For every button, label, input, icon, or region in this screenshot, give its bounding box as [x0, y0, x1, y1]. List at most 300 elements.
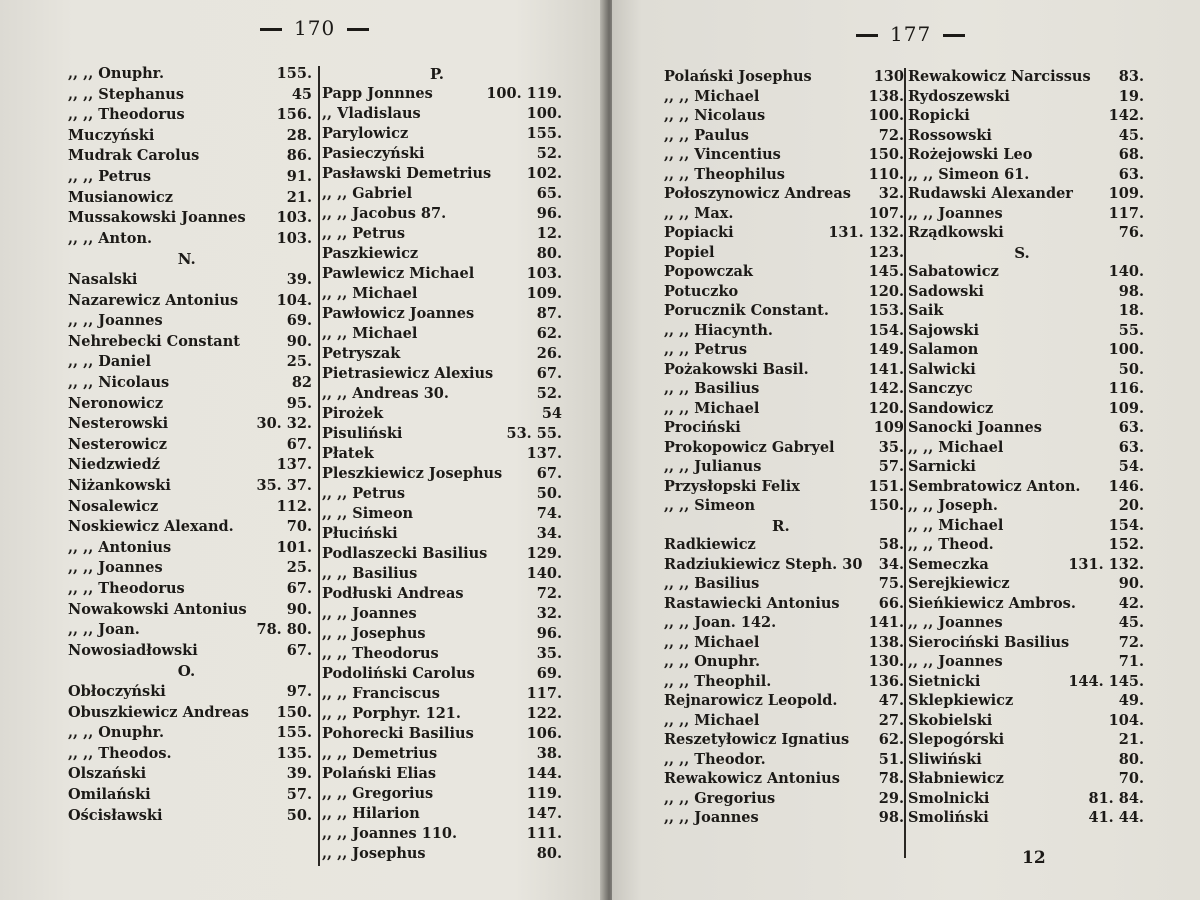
entry-name: ,, ,, Josephus: [322, 845, 426, 862]
index-entry: [322, 724, 562, 743]
index-entry: [68, 785, 312, 804]
entry-page-ref: 155.: [276, 724, 312, 742]
entry-name: Paszkiewicz: [322, 245, 419, 262]
index-entry: [664, 126, 904, 145]
index-entry: [664, 555, 904, 574]
index-entry: [322, 264, 562, 283]
index-entry: [908, 360, 1144, 379]
entry-name: Potuczko: [664, 282, 739, 300]
index-entry: [322, 784, 562, 803]
index-entry: [68, 641, 312, 660]
entry-name: ,, ,, Joannes: [908, 204, 1003, 222]
entry-name: Rewakowicz Narcissus: [908, 68, 1091, 85]
entry-name: ,, ,, Joannes: [664, 809, 759, 826]
entry-page-ref: 71.: [1118, 653, 1144, 670]
index-entry: [908, 555, 1144, 574]
entry-name: Płuciński: [322, 525, 398, 542]
index-entry: [68, 744, 312, 763]
entry-page-ref: 154.: [1108, 516, 1144, 534]
entry-name: ,, ,, Gabriel: [322, 185, 413, 202]
index-entry: [908, 516, 1144, 535]
entry-name: Sierociński Basilius: [908, 633, 1070, 651]
entry-page-ref: 51.: [878, 750, 904, 768]
entry-page-ref: 150.: [868, 146, 904, 163]
index-entry: [68, 558, 312, 577]
entry-page-ref: 57.: [286, 786, 312, 803]
entry-name: Sabatowicz: [908, 263, 999, 280]
index-entry: [68, 455, 312, 474]
index-entry: [908, 87, 1144, 106]
index-entry: [908, 613, 1144, 632]
entry-name: ,, ,, Onuphr.: [68, 65, 165, 82]
entry-page-ref: 109.: [1108, 399, 1144, 417]
entry-page-ref: 156.: [276, 106, 312, 124]
entry-name: Neronowicz: [68, 394, 164, 412]
index-entry: [68, 167, 312, 186]
entry-page-ref: 25.: [286, 559, 312, 577]
entry-name: Smolnicki: [908, 789, 990, 807]
entry-page-ref: 35.: [536, 645, 562, 662]
index-entry: [908, 204, 1144, 223]
index-entry: [664, 750, 904, 769]
index-entry: [68, 620, 312, 639]
index-entry: [664, 360, 904, 379]
index-entry: [322, 364, 562, 383]
entry-name: Nowakowski Antonius: [68, 600, 247, 618]
entry-name: ,, ,, Vincentius: [664, 146, 781, 163]
entry-name: Olszański: [68, 765, 147, 783]
index-entry: [908, 750, 1144, 769]
index-entry: [322, 824, 562, 843]
entry-page-ref: 58.: [878, 536, 904, 553]
index-entry: [322, 344, 562, 363]
index-entry: [322, 764, 562, 783]
entry-name: Podoliński Carolus: [322, 665, 475, 682]
entry-page-ref: 34.: [536, 525, 562, 542]
entry-page-ref: 103.: [526, 265, 562, 282]
entry-name: ,, ,, Gregorius: [664, 789, 776, 807]
index-entry: [908, 418, 1144, 437]
entry-page-ref: 154.: [868, 321, 904, 339]
index-entry: [322, 544, 562, 563]
entry-name: Slepogórski: [908, 731, 1005, 748]
entry-page-ref: 55.: [1118, 321, 1144, 339]
entry-name: Mussakowski Joannes: [68, 209, 246, 227]
entry-page-ref: 81. 84.: [1088, 789, 1144, 807]
section-heading: S.: [1014, 243, 1030, 262]
entry-name: Nowosiadłowski: [68, 641, 198, 659]
entry-page-ref: 136.: [868, 672, 904, 690]
entry-page-ref: 68.: [1118, 146, 1144, 163]
entry-name: Rożejowski Leo: [908, 146, 1033, 163]
index-entry: [68, 579, 312, 598]
entry-page-ref: 109: [873, 419, 904, 436]
entry-name: Semeczka: [908, 555, 989, 573]
index-entry: [68, 188, 312, 207]
index-entry: [664, 399, 904, 418]
entry-page-ref: 29.: [878, 789, 904, 807]
entry-page-ref: 137.: [276, 456, 312, 474]
entry-name: ,, ,, Joan.: [68, 621, 140, 639]
entry-name: Nasalski: [68, 271, 138, 288]
entry-name: ,, ,, Joannes: [908, 614, 1003, 631]
entry-page-ref: 42.: [1118, 594, 1144, 612]
entry-page-ref: 111.: [526, 825, 562, 842]
index-entry: [908, 594, 1144, 613]
entry-name: ,, ,, Petrus: [68, 168, 152, 185]
index-entry: [322, 604, 562, 623]
entry-name: Niedzwiedź: [68, 456, 160, 474]
index-entry: [322, 324, 562, 343]
entry-name: Petryszak: [322, 345, 401, 362]
index-entry: [664, 204, 904, 223]
index-entry: [322, 304, 562, 323]
index-entry: [322, 144, 562, 163]
entry-page-ref: 104.: [276, 291, 312, 309]
entry-name: Popowczak: [664, 263, 753, 280]
entry-name: ,, ,, Joannes 110.: [322, 825, 458, 842]
entry-name: Nazarewicz Antonius: [68, 291, 239, 309]
entry-page-ref: 100.: [526, 105, 562, 122]
index-entry: [664, 808, 904, 827]
index-entry: [908, 574, 1144, 593]
index-entry: [68, 146, 312, 165]
index-entry: [664, 282, 904, 301]
entry-page-ref: 30. 32.: [256, 415, 312, 433]
entry-name: ,, ,, Theophilus: [664, 165, 785, 183]
index-entry: [664, 594, 904, 613]
entry-name: Salamon: [908, 341, 979, 358]
entry-name: Połoszynowicz Andreas: [664, 185, 851, 202]
entry-name: ,, ,, Michael: [322, 325, 418, 342]
entry-name: ,, ,, Nicolaus: [664, 107, 766, 124]
entry-name: ,, ,, Josephus: [322, 625, 426, 642]
index-entry: [322, 404, 562, 423]
entry-page-ref: 150.: [276, 703, 312, 721]
index-entry: [664, 340, 904, 359]
entry-page-ref: 20.: [1118, 497, 1144, 514]
entry-name: Sieńkiewicz Ambros.: [908, 594, 1076, 612]
entry-page-ref: 147.: [526, 805, 562, 822]
entry-page-ref: 87.: [536, 305, 562, 322]
entry-page-ref: 39.: [286, 271, 312, 288]
entry-name: ,, ,, Michael: [664, 633, 760, 651]
entry-name: ,, ,, Antonius: [68, 538, 172, 556]
entry-page-ref: 155.: [276, 65, 312, 82]
entry-page-ref: 100.: [868, 107, 904, 124]
entry-page-ref: 47.: [878, 692, 904, 709]
entry-page-ref: 21.: [286, 188, 312, 206]
index-entry: [664, 67, 904, 86]
index-entry: [664, 243, 904, 262]
entry-name: ,, ,, Theodorus: [322, 645, 439, 662]
entry-name: Nesterowski: [68, 415, 169, 433]
index-entry: [322, 204, 562, 223]
right-column-1: [664, 67, 904, 867]
index-entry: [68, 291, 312, 310]
entry-name: Ościsławski: [68, 806, 163, 824]
index-entry: [322, 744, 562, 763]
index-entry: [908, 379, 1144, 398]
index-entry: [664, 379, 904, 398]
entry-name: ,, ,, Franciscus: [322, 685, 440, 702]
index-entry: [664, 574, 904, 593]
entry-page-ref: 35. 37.: [256, 477, 312, 494]
entry-name: ,, ,, Petrus: [664, 341, 748, 358]
index-entry: [664, 652, 904, 671]
index-entry: [908, 789, 1144, 808]
entry-name: ,, ,, Theophil.: [664, 672, 772, 690]
entry-page-ref: 91.: [286, 168, 312, 185]
entry-name: ,, ,, Michael: [908, 516, 1004, 534]
index-entry: [664, 184, 904, 203]
entry-name: Noskiewicz Alexand.: [68, 518, 234, 536]
index-entry: [664, 262, 904, 281]
entry-page-ref: 151.: [868, 477, 904, 495]
entry-name: ,, ,, Nicolaus: [68, 374, 170, 391]
entry-name: ,, ,, Petrus: [322, 485, 406, 502]
entry-name: ,, ,, Simeon 61.: [908, 165, 1030, 183]
entry-page-ref: 120.: [868, 282, 904, 300]
entry-page-ref: 32.: [536, 605, 562, 622]
index-entry: [68, 229, 312, 248]
entry-name: ,, ,, Michael: [664, 399, 760, 417]
entry-page-ref: 137.: [526, 445, 562, 462]
entry-page-ref: 130.: [868, 653, 904, 670]
entry-page-ref: 63.: [1118, 438, 1144, 456]
index-entry: [68, 517, 312, 536]
entry-page-ref: 38.: [536, 745, 562, 762]
entry-page-ref: 67.: [536, 465, 562, 482]
entry-page-ref: 100. 119.: [486, 85, 562, 102]
index-entry: [322, 224, 562, 243]
entry-page-ref: 80.: [536, 845, 562, 862]
entry-name: Słabniewicz: [908, 770, 1004, 787]
entry-name: Sklepkiewicz: [908, 692, 1014, 709]
index-entry: [664, 535, 904, 554]
entry-name: Popiel: [664, 243, 715, 261]
right-column-2: [908, 67, 1144, 867]
index-entry: [908, 652, 1144, 671]
entry-name: ,, ,, Joan. 142.: [664, 614, 777, 631]
index-entry: [322, 184, 562, 203]
entry-name: Rossowski: [908, 126, 992, 144]
index-entry: [908, 223, 1144, 242]
entry-name: Rudawski Alexander: [908, 185, 1073, 202]
entry-name: Ropicki: [908, 107, 970, 124]
entry-page-ref: 49.: [1118, 692, 1144, 709]
entry-page-ref: 107.: [868, 204, 904, 222]
entry-page-ref: 101.: [276, 538, 312, 556]
entry-page-ref: 78.: [878, 770, 904, 787]
index-entry: [322, 704, 562, 723]
left-column-1: [68, 64, 312, 874]
entry-name: Sanczyc: [908, 380, 973, 397]
index-entry: [68, 435, 312, 454]
entry-page-ref: 112.: [276, 497, 312, 515]
index-entry: [908, 711, 1144, 730]
index-entry: [322, 684, 562, 703]
entry-page-ref: 67.: [536, 365, 562, 382]
right-page: [612, 0, 1200, 900]
entry-name: Skobielski: [908, 711, 993, 729]
entry-name: ,, ,, Basilius: [664, 380, 760, 397]
entry-name: ,, ,, Joseph.: [908, 497, 998, 514]
index-entry: [908, 321, 1144, 340]
index-entry: [68, 64, 312, 83]
index-entry: [322, 584, 562, 603]
entry-page-ref: 96.: [536, 625, 562, 642]
index-entry: [322, 124, 562, 143]
index-entry: [664, 769, 904, 788]
entry-page-ref: 103.: [276, 209, 312, 227]
entry-name: ,, ,, Basilius: [322, 565, 418, 582]
entry-page-ref: 67.: [286, 580, 312, 597]
entry-name: ,, ,, Joannes: [68, 312, 163, 330]
entry-name: Polański Elias: [322, 765, 437, 782]
entry-page-ref: 109.: [1108, 185, 1144, 202]
entry-name: ,, Vladislaus: [322, 105, 421, 122]
entry-page-ref: 140.: [1108, 263, 1144, 280]
entry-page-ref: 63.: [1118, 419, 1144, 436]
entry-name: Mudrak Carolus: [68, 147, 200, 165]
entry-name: ,, ,, Max.: [664, 204, 734, 222]
entry-name: ,, ,, Onuphr.: [664, 653, 761, 670]
entry-name: Musianowicz: [68, 188, 173, 206]
entry-name: ,, ,, Theodos.: [68, 744, 172, 762]
section-heading: R.: [772, 516, 790, 535]
index-entry: [664, 301, 904, 320]
entry-page-ref: 76.: [1118, 224, 1144, 241]
entry-page-ref: 146.: [1108, 477, 1144, 495]
index-entry: [322, 844, 562, 863]
entry-page-ref: 67.: [286, 435, 312, 453]
entry-page-ref: 62.: [878, 731, 904, 748]
entry-name: ,, ,, Gregorius: [322, 785, 434, 802]
index-entry: [664, 477, 904, 496]
index-entry: [322, 524, 562, 543]
entry-page-ref: 12.: [536, 225, 562, 242]
index-entry: [68, 85, 312, 104]
entry-name: ,, ,, Petrus: [322, 225, 406, 242]
entry-page-ref: 109.: [526, 285, 562, 302]
entry-name: Pirożek: [322, 405, 384, 422]
entry-page-ref: 45: [291, 85, 312, 103]
index-entry: [664, 496, 904, 515]
entry-page-ref: 117.: [1108, 204, 1144, 222]
entry-page-ref: 90.: [286, 332, 312, 350]
entry-name: ,, ,, Jacobus 87.: [322, 205, 447, 222]
entry-page-ref: 80.: [536, 245, 562, 262]
entry-page-ref: 83.: [1118, 68, 1144, 85]
index-entry: [322, 464, 562, 483]
entry-page-ref: 106.: [526, 725, 562, 742]
entry-page-ref: 39.: [286, 765, 312, 783]
index-entry: [68, 105, 312, 124]
index-entry: [68, 497, 312, 516]
entry-page-ref: 25.: [286, 353, 312, 371]
entry-page-ref: 142.: [868, 380, 904, 397]
entry-name: Rastawiecki Antonius: [664, 594, 840, 612]
entry-name: Muczyński: [68, 126, 155, 144]
index-entry: [68, 414, 312, 433]
index-entry: [68, 600, 312, 619]
entry-name: Przysłopski Felix: [664, 477, 800, 495]
entry-page-ref: 19.: [1118, 87, 1144, 105]
entry-name: ,, ,, Demetrius: [322, 745, 438, 762]
index-entry: [908, 477, 1144, 496]
entry-name: Obłoczyński: [68, 683, 166, 700]
index-entry: [322, 104, 562, 123]
entry-name: Polański Josephus: [664, 68, 812, 85]
index-entry: [664, 672, 904, 691]
index-entry: [68, 332, 312, 351]
entry-name: Radkiewicz: [664, 536, 756, 553]
index-entry: [322, 284, 562, 303]
entry-name: Sietnicki: [908, 672, 981, 690]
entry-name: ,, ,, Simeon: [322, 505, 414, 522]
entry-name: ,, ,, Theodorus: [68, 580, 185, 597]
index-entry: [908, 633, 1144, 652]
entry-name: Pawlewicz Michael: [322, 265, 475, 282]
index-entry: [322, 644, 562, 663]
left-column-2: [322, 64, 562, 874]
entry-page-ref: 86.: [286, 147, 312, 165]
entry-page-ref: 97.: [286, 683, 312, 700]
entry-page-ref: 131. 132.: [828, 224, 904, 241]
index-entry: [908, 496, 1144, 515]
entry-page-ref: 35.: [878, 438, 904, 456]
index-entry: [68, 311, 312, 330]
entry-name: ,, ,, Hilarion: [322, 805, 420, 822]
entry-page-ref: 150.: [868, 497, 904, 514]
entry-page-ref: 120.: [868, 399, 904, 417]
index-entry: [322, 484, 562, 503]
index-entry: [664, 438, 904, 457]
entry-page-ref: 95.: [286, 394, 312, 412]
right-page-number: 177: [844, 22, 977, 46]
entry-page-ref: 63.: [1118, 165, 1144, 183]
entry-page-ref: 149.: [868, 341, 904, 358]
index-entry: [908, 282, 1144, 301]
index-entry: [322, 804, 562, 823]
entry-name: ,, ,, Theodorus: [68, 106, 185, 124]
entry-page-ref: 144. 145.: [1068, 672, 1144, 690]
index-entry: [322, 84, 562, 103]
index-entry: [664, 223, 904, 242]
entry-page-ref: 98.: [878, 809, 904, 826]
entry-name: ,, ,, Joannes: [908, 653, 1003, 670]
entry-page-ref: 141.: [868, 614, 904, 631]
entry-name: Sembratowicz Anton.: [908, 477, 1081, 495]
entry-page-ref: 96.: [536, 205, 562, 222]
entry-name: Pietrasiewicz Alexius: [322, 365, 494, 382]
entry-name: Smoliński: [908, 809, 989, 826]
entry-name: Serejkiewicz: [908, 575, 1010, 592]
index-entry: [322, 664, 562, 683]
entry-page-ref: 52.: [536, 385, 562, 402]
entry-name: Płatek: [322, 445, 374, 462]
left-page-number: 170: [248, 16, 381, 40]
index-entry: [664, 145, 904, 164]
entry-page-ref: 140.: [526, 565, 562, 582]
index-entry: [664, 789, 904, 808]
index-entry: [322, 164, 562, 183]
entry-page-ref: 116.: [1108, 380, 1144, 397]
entry-page-ref: 69.: [536, 665, 562, 682]
entry-name: ,, ,, Theod.: [908, 536, 994, 553]
entry-page-ref: 75.: [878, 575, 904, 592]
